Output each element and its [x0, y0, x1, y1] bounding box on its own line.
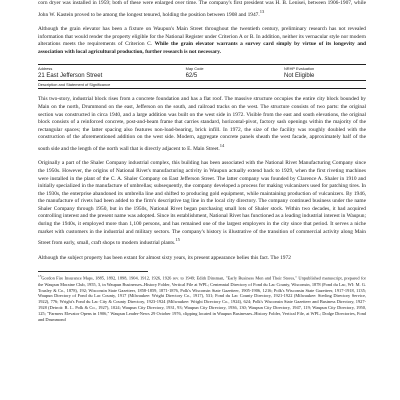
intro-paragraph: corn dryer was installed in 1959; both of these were enlarged over time. The company's first president was H. B. Lenisei, between 1906-1907, while John W. Kastein proved to be among the longest tenured, holding the position between 1908 and 1947.13 — [38, 0, 366, 18]
description-paragraph: This two-story, industrial block rises from a concrete foundation and has a flat roof. The massive structure occupies the entire city block bounded by Main on the north, Drummond on the east, Jefferson on the south, and railroad tracks on the west. The structure consists of two parts: the original section was constructed in circa 1940, and a large addition was built on the west side in 1972. Visible from the east and south elevations, the original block consists of a reinforced concrete, post-and-beam frame that carries standard, horizontal-pivot, factory sash openings within the majority of the rectangular spaces; the latter spacing also features non-load-bearing, brick infill. In 1972, the size of the facility was roughly doubled with the construction of the aforementioned addition on the west side. Modern, aggregate concrete panels sheath the west facade, approximately half of the south side and the length of the north wall that is directly adjacent to E. Main Street.$^{14}$ — [38, 96, 366, 152]
eligibility-paragraph: Although the grain elevator has been a fixture on Waupun's Main Street throughout the twentieth century, preliminary research has not revealed information that would render the property eligible for the National Register under Criterion A or B. In addition, neither its vernacular style nor modern alterations meets the requirements of Criterion C. While the grain elevator warrants a survey card simply by virtue of its longevity and association with local agricultural production, further research is not necessary. — [38, 25, 367, 55]
nrhp-value: Not Eligible — [283, 73, 315, 80]
footnote-divider — [38, 271, 148, 272]
property-record-table — [38, 64, 366, 89]
footnote-13 — [38, 274, 366, 323]
description-label: Description and Statement of Significance — [38, 81, 366, 89]
map-code-value: 62/5 — [185, 73, 198, 80]
nrhp-label: NRHP Evaluation — [284, 65, 366, 73]
footnote-ref-13: 13 — [259, 8, 265, 14]
closing-paragraph: Although the subject property has been extant for almost sixty years, its present appearance belies this fact. The 1972 — [38, 254, 291, 261]
address-value: 21 East Jefferson Street — [38, 73, 103, 80]
footnote-text: Gordon Fire Insurance Maps, 1885, 1892, 1898, 1904, 1912, 1926, 1926 rev. to 1949; Edith Dinsman, "Early Business Men and Their Stores," Unpublished manuscript, prepared for the Waupun Moraine Club, 1955, 3, in Waupun Businesses–History Folder, Vertical File at WPL; Centennial Directory of Fond du Lac County, Wisconsin, 1878 (Fond du Lac, WI: M. G. Tousley & Co., 1878), 192; Wisconsin State Gazetteer, 1858-1859, 1871-1876, Polk's Wisconsin State Gazetteer, 1905-1906, 1216; Polk's Wisconsin State Gazetteer, 1917-1918, 1135; Waupun Directory of Fond du Lac County, 1917 (Milwaukee: Wright Directory Co., 1917), 531; Fond du Lac County Directory, 1921-1922 (Milwaukee: Sterling Directory Service, 1922), 776; Wright's Fond du Lac City & County Directory, 1923-1924 (Milwaukee: Wright Directory Co., 1924), 624; Polk's Wisconsin State Gazetteer and Business Directory, 1927-1928 (Detroit: R. L. Polk & Co., 1927), 1024; Waupun City Directory, 1931, 93; Waupun City Directory, 1936, 130; Waupun City Directory, 1947, 119; Waupun City Directory, 1950, 125; "Farmers Elevator Opens in 1906," Waupun Leader-News 29 October 1976, clipping located in Waupun Businesses–History Folder, Vertical File, at WPL; Dodge Directories, Fond and Drummond — [38, 275, 366, 323]
address-label: Address — [38, 65, 186, 73]
footnote-number: 13 — [38, 274, 42, 279]
footnote-ref-14: 14 — [219, 142, 225, 148]
history-paragraph: Originally a part of the Shaler Company industrial complex, this building has been associated with the National Rivet Manufacturing Company since the 1950s. However, the origins of National Rivet's manufacturing activity in Waupun actually extend back to 1929, when the first riveting machines were installed in the plant of the C. A. Shaler Company on East Jefferson Street. The latter company was founded by Clarence A. Shaler in 1910 and initially specialized in the manufacture of umbrellas; subsequently, the company developed a process for making vulcanizers used for patching tires. In the 1930s, the enterprise abandoned its umbrella line and shifted to producing gold equipment, while maintaining production of vulcanizers. By 1946, the manufacture of rivets had been added to the firm's descriptive tag line in the local city directory. The company continued business under the name Shaler Company through 1950, but in the 1950s, National Rivet began purchasing small lots of Shaler stock. Within two decades, it had acquired controlling interest and the present name was adopted. Since its establishment, National Rivet has functioned as a leading industrial interest in Waupun; during the 1940s, it employed more than 1,100 persons, and has remained one of the largest employers in the city since that period. It serves a niche market with customers in the industrial and military sectors. The company's history is illustrative of the transition of commercial activity along Main Street from early, small, craft shops to modern industrial plants.$^{15}$ — [38, 160, 366, 247]
footnote-ref-15: 15 — [175, 237, 180, 243]
eligibility-emphasis: While the grain elevator warrants a survey card simply by virtue of its longevity and association with local agricultural production, further research is not necessary. — [38, 41, 367, 55]
map-code-label: Map Code — [186, 65, 284, 73]
